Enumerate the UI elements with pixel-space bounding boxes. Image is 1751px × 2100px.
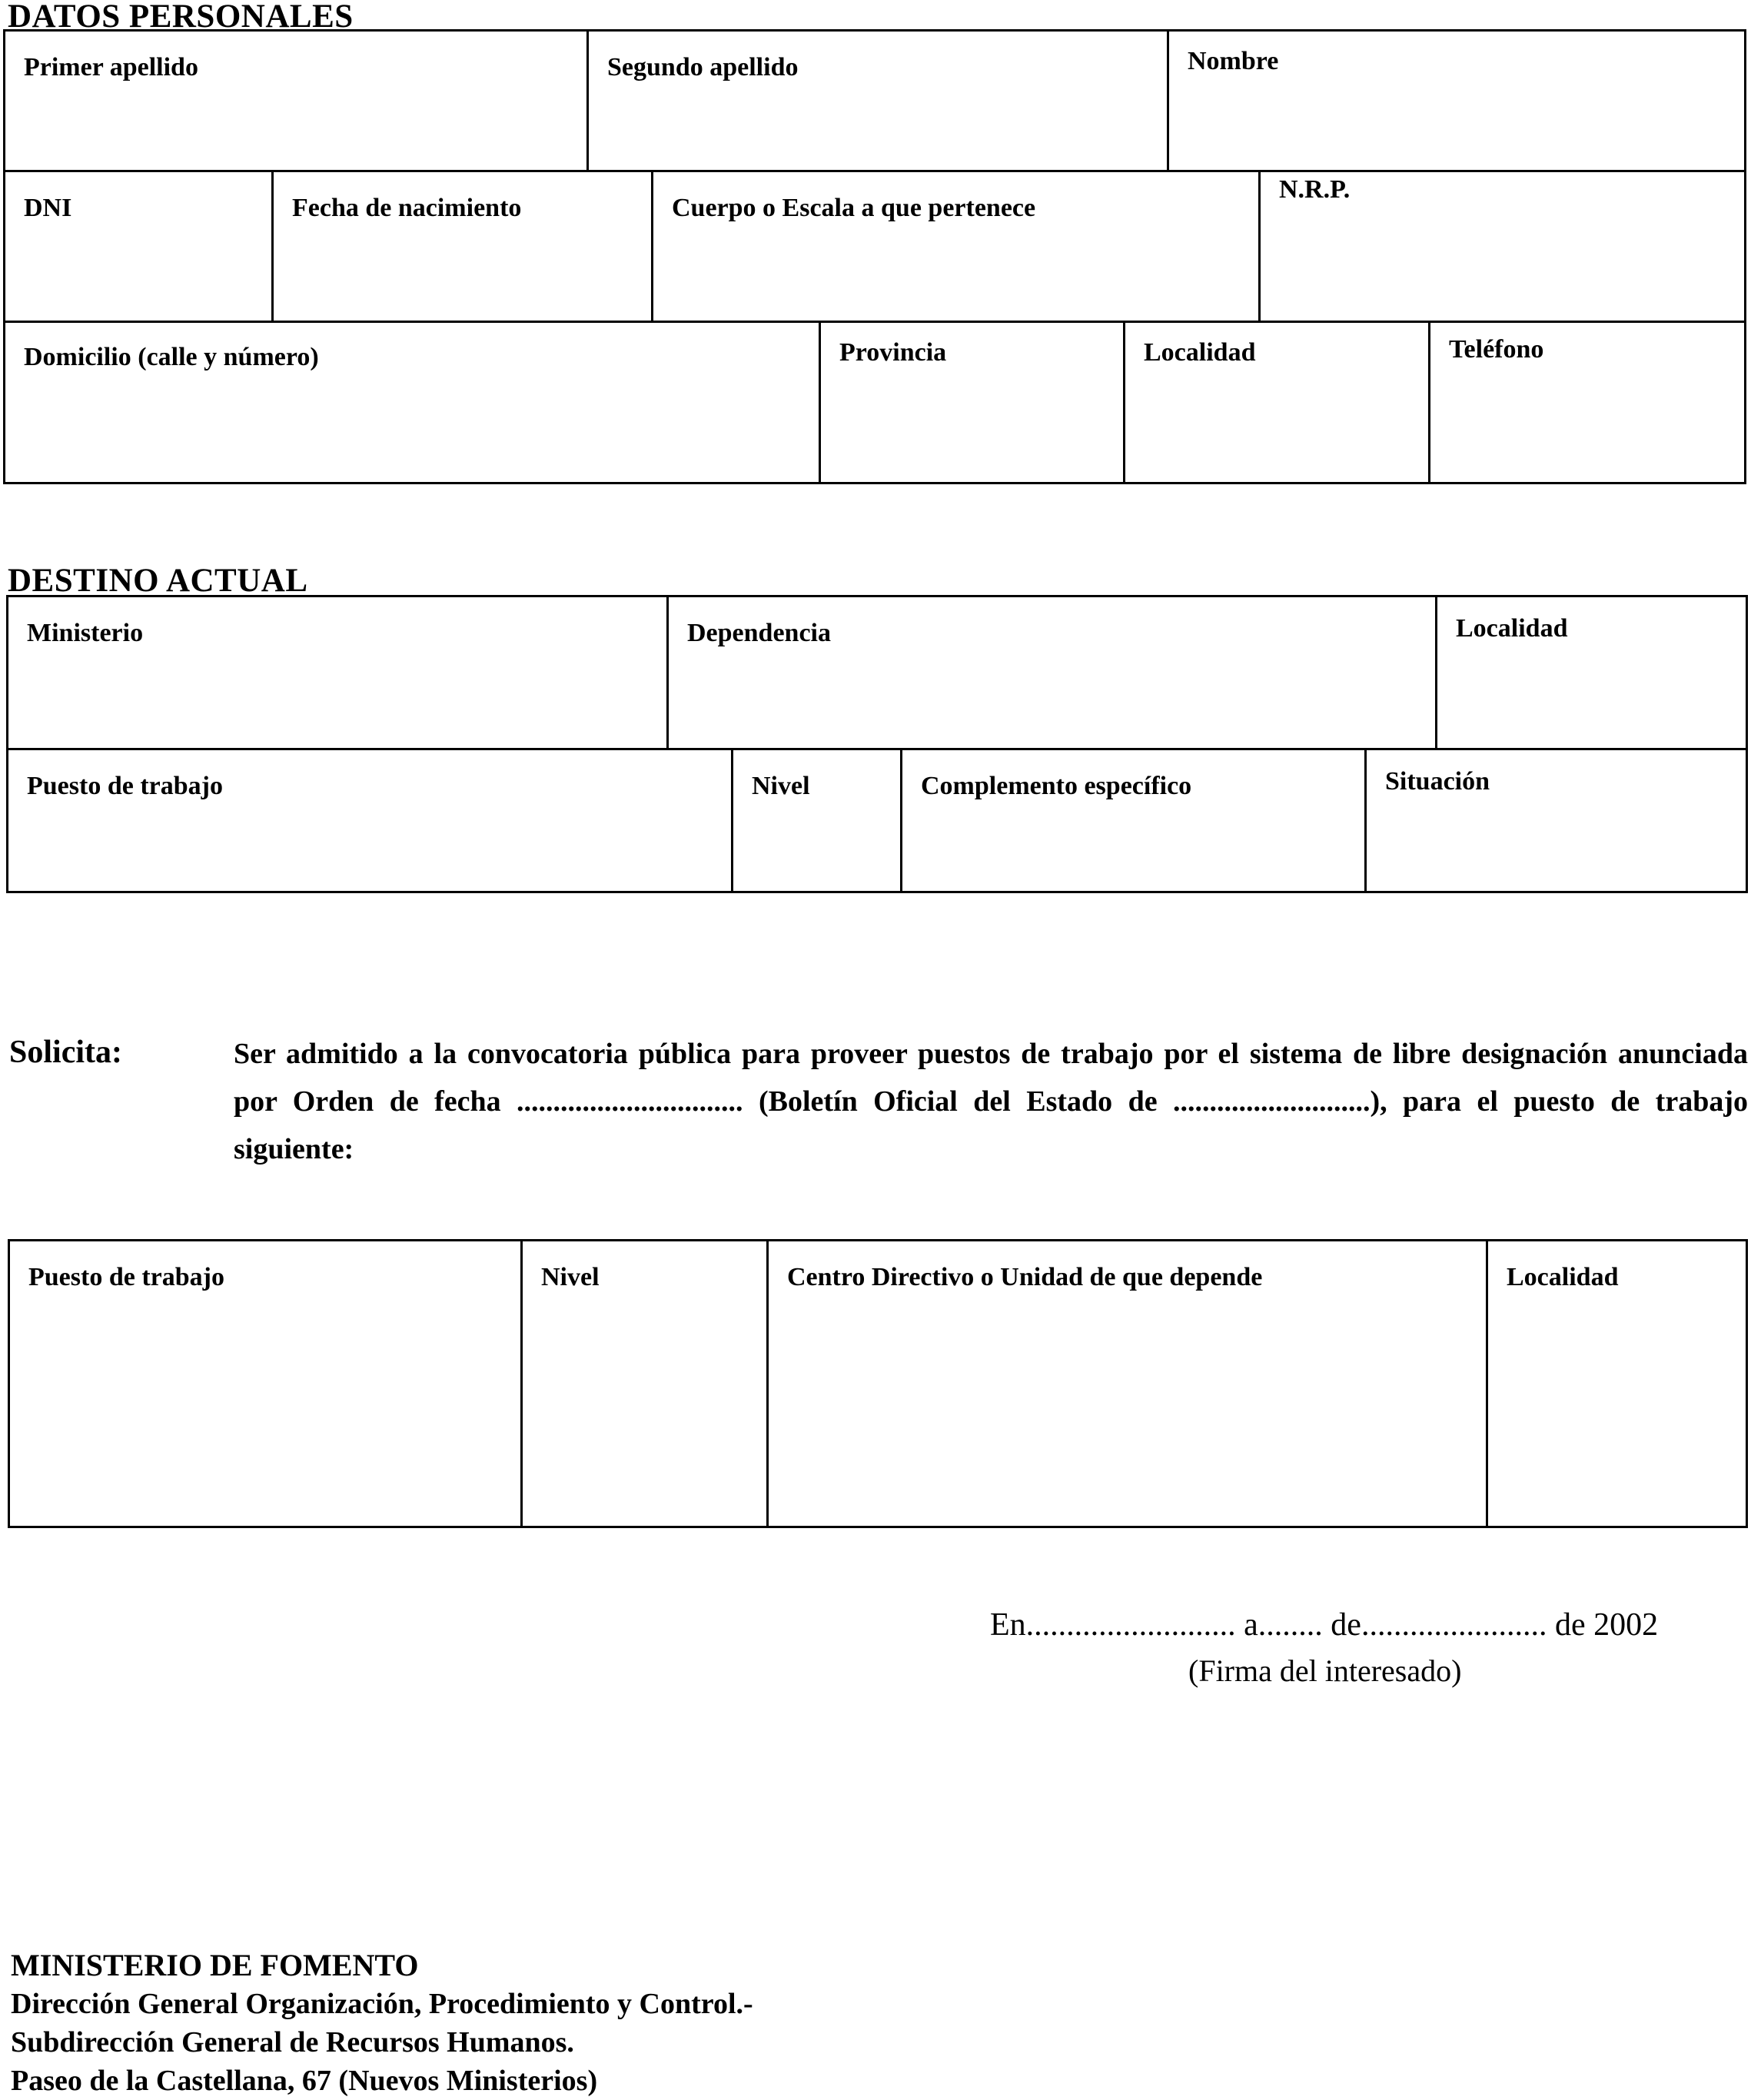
localidad-destino-label: Localidad — [1456, 614, 1568, 643]
puesto-actual-field[interactable] — [8, 750, 731, 891]
localidad-solicitada-field[interactable] — [1486, 1241, 1746, 1526]
dni-label: DNI — [24, 194, 72, 222]
nivel-solicitado-field[interactable] — [520, 1241, 766, 1526]
destinatario-address — [11, 1946, 753, 2100]
puesto-solicitado-form — [8, 1239, 1748, 1528]
fecha-firma-line: En.......................... a........ de....................... de 2002 — [990, 1607, 1659, 1643]
primer-apellido-label: Primer apellido — [24, 53, 198, 81]
fecha-nacimiento-field[interactable] — [271, 172, 651, 323]
domicilio-label: Domicilio (calle y número) — [24, 343, 319, 371]
firma-caption: (Firma del interesado) — [1188, 1653, 1462, 1688]
localidad-field[interactable] — [1123, 323, 1428, 482]
destino-actual-row-2 — [8, 748, 1746, 891]
ministerio-field[interactable] — [8, 597, 666, 748]
telefono-label: Teléfono — [1449, 335, 1544, 364]
localidad-solicitada-label: Localidad — [1507, 1263, 1619, 1291]
situacion-field[interactable] — [1364, 750, 1746, 891]
puesto-solicitado-field[interactable] — [10, 1241, 520, 1526]
complemento-especifico-field[interactable] — [900, 750, 1364, 891]
datos-personales-row-2 — [5, 170, 1744, 323]
situacion-label: Situación — [1385, 767, 1490, 796]
datos-personales-row-3 — [5, 321, 1744, 482]
nombre-label: Nombre — [1188, 47, 1279, 75]
puesto-actual-label: Puesto de trabajo — [27, 772, 223, 800]
solicita-text: Ser admitido a la convocatoria pública para proveer puestos de trabajo por el sistema de libre designación anunciada por Orden de fecha ............................... (Boletín Oficial del Estado de ...........................), para el puesto de trabajo siguiente: — [234, 1038, 1748, 1165]
datos-personales-row-1 — [5, 32, 1744, 170]
nrp-label: N.R.P. — [1279, 175, 1351, 204]
domicilio-field[interactable] — [5, 323, 819, 482]
address-line-calle: Paseo de la Castellana, 67 (Nuevos Ministerios) — [11, 2065, 598, 2097]
centro-directivo-field[interactable] — [766, 1241, 1486, 1526]
provincia-label: Provincia — [839, 338, 947, 367]
localidad-label: Localidad — [1144, 338, 1256, 367]
dni-field[interactable] — [5, 172, 271, 323]
destino-actual-title: DESTINO ACTUAL — [8, 563, 308, 599]
nrp-field[interactable] — [1258, 172, 1744, 323]
puesto-solicitado-label: Puesto de trabajo — [28, 1263, 224, 1291]
dependencia-label: Dependencia — [687, 619, 831, 647]
localidad-destino-field[interactable] — [1435, 597, 1746, 748]
destino-actual-row-1 — [8, 597, 1746, 748]
fecha-nacimiento-label: Fecha de nacimiento — [292, 194, 522, 222]
cuerpo-escala-label: Cuerpo o Escala a que pertenece — [672, 194, 1036, 222]
address-line-ministerio: MINISTERIO DE FOMENTO — [11, 1948, 419, 1982]
datos-personales-title: DATOS PERSONALES — [8, 0, 354, 35]
segundo-apellido-field[interactable] — [586, 32, 1167, 170]
ministerio-label: Ministerio — [27, 619, 144, 647]
telefono-field[interactable] — [1428, 323, 1744, 482]
centro-directivo-label: Centro Directivo o Unidad de que depende — [787, 1263, 1263, 1291]
cuerpo-escala-field[interactable] — [651, 172, 1258, 323]
address-line-direccion-general: Dirección General Organización, Procedimiento y Control.- — [11, 1988, 753, 2020]
primer-apellido-field[interactable] — [5, 32, 586, 170]
datos-personales-form — [3, 29, 1746, 484]
provincia-field[interactable] — [819, 323, 1123, 482]
segundo-apellido-label: Segundo apellido — [607, 53, 799, 81]
complemento-especifico-label: Complemento específico — [921, 772, 1192, 800]
dependencia-field[interactable] — [666, 597, 1435, 748]
destino-actual-form — [6, 595, 1748, 893]
nivel-actual-field[interactable] — [731, 750, 900, 891]
nivel-solicitado-label: Nivel — [541, 1263, 600, 1291]
address-line-subdireccion: Subdirección General de Recursos Humanos. — [11, 2026, 574, 2058]
nombre-field[interactable] — [1167, 32, 1744, 170]
nivel-actual-label: Nivel — [752, 772, 810, 800]
solicita-heading: Solicita: — [9, 1035, 122, 1070]
